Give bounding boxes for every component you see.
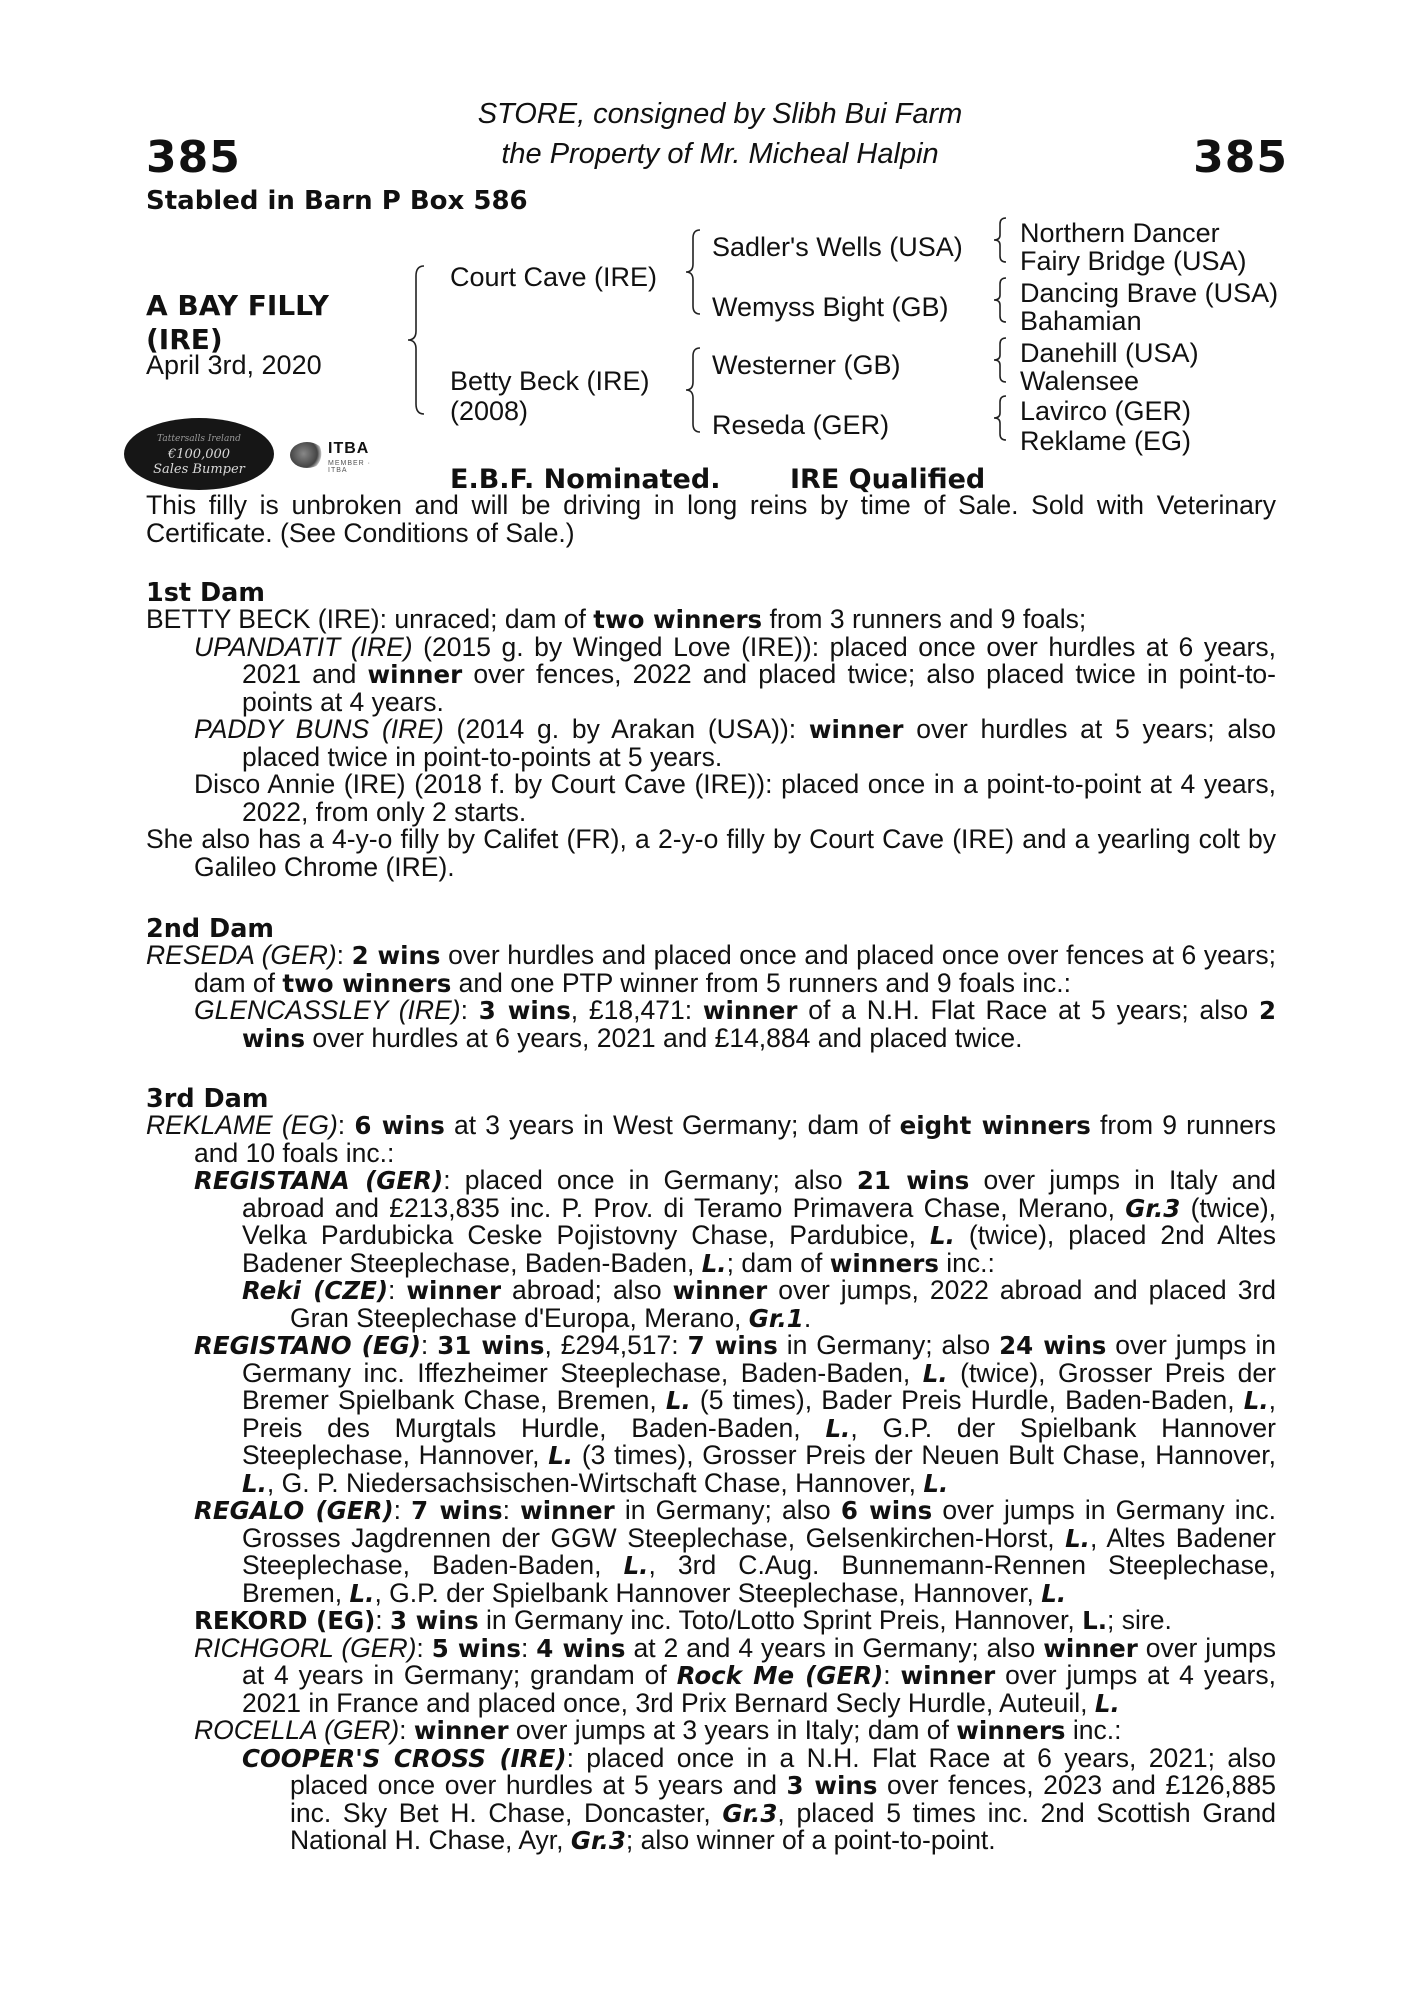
- pedigree-gen3-1: Northern Dancer: [1020, 218, 1220, 248]
- horse-description-line1: A BAY FILLY: [146, 289, 329, 322]
- entry-emphasis: two winners: [282, 968, 452, 998]
- entry-emphasis: L.: [1041, 1578, 1067, 1608]
- entry-text: .: [803, 1302, 812, 1333]
- itba-logo: [290, 440, 390, 474]
- sales-bumper-badge: [124, 418, 274, 490]
- entry-text: : placed once in Germany; also: [443, 1165, 857, 1195]
- entry-emphasis: 21 wins: [856, 1166, 970, 1195]
- entry-text: over jumps, 2022 abroad and placed 3rd Gran Steeplechase d'Europa, Merano,: [290, 1275, 1276, 1333]
- pedigree-entry: [194, 1632, 1276, 1718]
- entry-emphasis: REKORD (EG): [194, 1606, 376, 1635]
- entry-text: ; also winner of a point-to-point.: [625, 1825, 996, 1855]
- entry-text: and one PTP winner from 5 runners and 9 foals inc.:: [451, 967, 1071, 998]
- sales-bumper-amount: €100,000: [167, 446, 231, 462]
- entry-emphasis: winner: [367, 660, 463, 689]
- entry-text: :: [420, 1330, 438, 1360]
- entry-emphasis: REKLAME (EG): [146, 1110, 338, 1140]
- entry-emphasis: 6 wins: [840, 1496, 933, 1525]
- pedigree-bracket-gen3-2: [992, 278, 1008, 324]
- entry-text: over jumps at 4 years, 2021 in France and placed once, 3rd Prix Bernard Secly Hurdle, Auteuil,: [242, 1660, 1276, 1718]
- entry-text: in Germany; also: [614, 1495, 841, 1525]
- pedigree-entry: [194, 1497, 1276, 1607]
- entry-text: (2014 g. by Arakan (USA)):: [443, 714, 809, 744]
- section-title-3rd-dam: 3rd Dam: [146, 1084, 269, 1114]
- pedigree-entry: [146, 606, 1276, 634]
- entry-text: over hurdles at 5 years; also placed twice in point-to-points at 5 years.: [242, 714, 1277, 772]
- section-body-1st-dam: [146, 606, 1276, 881]
- pedigree-dam-year: (2008): [450, 396, 529, 426]
- entry-text: , £294,517:: [544, 1330, 688, 1360]
- pedigree-bracket-gen1: [408, 266, 428, 416]
- entry-emphasis: winners: [956, 1716, 1066, 1745]
- entry-emphasis: Rock Me (GER): [676, 1661, 884, 1690]
- entry-emphasis: REGALO (GER): [194, 1496, 394, 1525]
- entry-text: over jumps at 4 years in Germany; grandam of: [242, 1632, 1276, 1690]
- entry-text: over jumps in Italy and abroad and £213,835 inc. P. Prov. di Teramo Primavera Chase, Merano,: [242, 1165, 1276, 1223]
- entry-emphasis: L.: [1065, 1523, 1090, 1553]
- entry-text: (twice), placed 2nd Altes Badener Steeplechase, Baden-Baden,: [242, 1220, 1277, 1278]
- pedigree-entry: [194, 1717, 1276, 1745]
- entry-emphasis: RICHGORL (GER): [194, 1632, 417, 1663]
- foaling-date: April 3rd, 2020: [146, 350, 322, 380]
- pedigree-dam-sire: Westerner (GB): [712, 350, 901, 380]
- pedigree-entry: [194, 997, 1276, 1052]
- entry-text: :: [336, 940, 352, 970]
- section-title-2nd-dam: 2nd Dam: [146, 914, 274, 944]
- entry-text: :: [416, 1632, 432, 1663]
- entry-emphasis: L.: [1082, 1606, 1108, 1635]
- entry-emphasis: winner: [900, 1661, 996, 1690]
- entry-text: , Preis des Murgtals Hurdle, Baden-Baden,: [242, 1385, 1276, 1443]
- entry-text: ; sire.: [1107, 1605, 1172, 1635]
- ire-qualified: IRE Qualified: [790, 464, 986, 495]
- entry-text: in Germany inc. Toto/Lotto Sprint Preis, Hannover,: [478, 1605, 1083, 1635]
- entry-text: , G.P. der Spielbank Hannover Steeplechase, Hannover,: [242, 1412, 1276, 1470]
- lot-number-left: 385: [146, 132, 241, 183]
- entry-text: inc.:: [1065, 1715, 1122, 1745]
- pedigree-entry: [194, 631, 1276, 717]
- entry-emphasis: RESEDA (GER): [146, 940, 337, 970]
- entry-text: ; dam of: [726, 1247, 830, 1278]
- entry-text: :: [375, 1605, 391, 1635]
- itba-logo-text: ITBA: [328, 440, 370, 457]
- entry-text: (twice), Grosser Preis der Bremer Spielbank Chase, Bremen,: [242, 1357, 1276, 1415]
- entry-emphasis: L.: [701, 1248, 727, 1278]
- entry-text: Disco Annie (IRE) (2018 f. by Court Cave (IRE)): placed once in a point-to-point at 4 years, 2022, from only 2 starts.: [194, 769, 1276, 827]
- pedigree-entry: [194, 771, 1276, 826]
- entry-emphasis: Gr.3: [1125, 1193, 1181, 1223]
- entry-text: :: [399, 1715, 414, 1745]
- pedigree-sire: Court Cave (IRE): [450, 262, 658, 292]
- entry-emphasis: PADDY BUNS (IRE): [194, 714, 444, 744]
- entry-emphasis: 7 wins: [687, 1331, 778, 1360]
- pedigree-bracket-dam: [684, 348, 704, 434]
- entry-text: abroad; also: [501, 1275, 673, 1305]
- itba-logo-subtext: MEMBER · ITBA: [328, 460, 371, 474]
- entry-emphasis: Gr.1: [748, 1303, 804, 1333]
- pedigree-entry: [146, 826, 1276, 881]
- entry-text: :: [502, 1495, 521, 1525]
- entry-emphasis: L.: [922, 1358, 948, 1388]
- entry-text: :: [337, 1110, 355, 1140]
- entry-emphasis: L.: [923, 1468, 949, 1498]
- entry-text: , Altes Badener Steeplechase, Baden-Baden,: [242, 1522, 1276, 1580]
- pedigree-entry: [242, 1742, 1277, 1855]
- entry-text: (5 times), Bader Preis Hurdle, Baden-Baden,: [690, 1385, 1244, 1415]
- entry-emphasis: 4 wins: [536, 1633, 626, 1663]
- entry-emphasis: GLENCASSLEY (IRE): [194, 995, 461, 1025]
- pedigree-gen3-6: Walensee: [1020, 366, 1140, 396]
- itba-emblem-icon: [290, 442, 324, 468]
- entry-emphasis: winner: [1043, 1633, 1138, 1663]
- entry-emphasis: 7 wins: [411, 1496, 503, 1525]
- entry-text: :: [393, 1495, 412, 1525]
- entry-text: over jumps at 3 years in Italy; dam of: [508, 1715, 957, 1745]
- entry-text: : placed once in a N.H. Flat Race at 6 years, 2021; also placed once over hurdles at 5 years and: [290, 1742, 1276, 1800]
- entry-emphasis: 5 wins: [431, 1633, 521, 1663]
- pedigree-gen3-8: Reklame (EG): [1020, 426, 1192, 456]
- pedigree-sire-sire: Sadler's Wells (USA): [712, 232, 963, 262]
- section-title-1st-dam: 1st Dam: [146, 578, 265, 608]
- entry-text: over jumps in Germany inc. Grosses Jagdrennen der GGW Steeplechase, Gelsenkirchen-Horst,: [242, 1495, 1276, 1553]
- entry-text: (3 times), Grosser Preis der Neuen Bult Chase, Hannover,: [573, 1440, 1277, 1470]
- entry-text: over hurdles at 6 years, 2021 and £14,884 and placed twice.: [305, 1022, 1023, 1053]
- pedigree-gen3-2: Fairy Bridge (USA): [1020, 246, 1247, 276]
- pedigree-gen3-7: Lavirco (GER): [1020, 396, 1192, 426]
- pedigree-dam-dam: Reseda (GER): [712, 410, 890, 440]
- stabled-location: Stabled in Barn P Box 586: [146, 186, 528, 216]
- entry-emphasis: UPANDATIT (IRE): [194, 631, 413, 662]
- horse-description: [146, 289, 329, 357]
- entry-emphasis: L.: [242, 1468, 267, 1498]
- entry-emphasis: winner: [413, 1716, 509, 1745]
- sale-note: This filly is unbroken and will be driving in long reins by time of Sale. Sold with Veterinary Certificate. (See Conditions of Sale.): [146, 490, 1276, 548]
- entry-text: , G.P. der Spielbank Hannover Steeplechase, Hannover,: [374, 1577, 1042, 1608]
- entry-emphasis: L.: [1094, 1688, 1120, 1718]
- entry-text: over jumps in Germany inc. Iffezheimer Steeplechase, Baden-Baden,: [242, 1330, 1276, 1388]
- entry-emphasis: two winners: [593, 605, 763, 634]
- pedigree-gen3-4: Bahamian: [1020, 306, 1142, 336]
- entry-text: (2015 g. by Winged Love (IRE)): placed once over hurdles at 6 years, 2021 and: [242, 631, 1276, 689]
- entry-text: BETTY BECK (IRE): unraced; dam of: [146, 604, 594, 634]
- entry-emphasis: COOPER'S CROSS (IRE): [242, 1743, 567, 1773]
- sales-bumper-label: Sales Bumper: [153, 461, 245, 477]
- pedigree-entry: [194, 716, 1276, 771]
- entry-emphasis: winner: [672, 1276, 768, 1305]
- entry-text: over hurdles and placed once and placed once over fences at 6 years; dam of: [194, 940, 1276, 998]
- entry-emphasis: 3 wins: [786, 1771, 878, 1800]
- pedigree-gen3-5: Danehill (USA): [1020, 338, 1199, 368]
- entry-emphasis: 3 wins: [478, 996, 571, 1025]
- pedigree-dam: Betty Beck (IRE): [450, 366, 650, 396]
- pedigree-entry: [146, 1112, 1276, 1167]
- entry-text: She also has a 4-y-o filly by Califet (FR), a 2-y-o filly by Court Cave (IRE) and a yearling colt by Galileo Chrome (IRE).: [146, 824, 1276, 882]
- pedigree-sire-dam: Wemyss Bight (GB): [712, 292, 949, 322]
- consignor-line: STORE, consigned by Slibh Bui Farm: [477, 98, 963, 130]
- entry-text: from 3 runners and 9 foals;: [762, 604, 1087, 634]
- entry-emphasis: L.: [929, 1221, 955, 1250]
- section-body-2nd-dam: [146, 942, 1276, 1052]
- entry-text: (twice), Velka Pardubicka Ceske Pojistovny Chase, Pardubice,: [242, 1192, 1277, 1250]
- lot-number-right: 385: [1193, 132, 1288, 183]
- pedigree-bracket-gen3-4: [992, 396, 1008, 442]
- pedigree-entry: [194, 1607, 1276, 1635]
- entry-emphasis: L.: [623, 1551, 649, 1580]
- entry-emphasis: ROCELLA (GER): [194, 1715, 400, 1745]
- entry-emphasis: Reki (CZE): [242, 1276, 389, 1305]
- pedigree-bracket-sire: [684, 230, 704, 316]
- entry-emphasis: winner: [702, 996, 798, 1025]
- entry-emphasis: 31 wins: [437, 1331, 545, 1360]
- entry-emphasis: 2 wins: [242, 996, 1276, 1053]
- pedigree-entry: [194, 1332, 1276, 1497]
- entry-emphasis: Gr.3: [722, 1798, 778, 1828]
- entry-text: in Germany; also: [777, 1330, 1000, 1360]
- entry-emphasis: L.: [349, 1578, 375, 1608]
- entry-text: :: [460, 995, 479, 1025]
- entry-emphasis: 3 wins: [390, 1606, 479, 1635]
- entry-text: inc.:: [938, 1247, 995, 1278]
- entry-text: :: [388, 1275, 407, 1305]
- entry-emphasis: winner: [406, 1276, 502, 1305]
- entry-emphasis: 24 wins: [999, 1331, 1107, 1360]
- entry-text: over fences, 2022 and placed twice; also placed twice in point-to-points at 4 years.: [242, 659, 1276, 717]
- entry-text: , placed 5 times inc. 2nd Scottish Grand National H. Chase, Ayr,: [290, 1797, 1276, 1855]
- pedigree-bracket-gen3-1: [992, 218, 1008, 264]
- entry-emphasis: L.: [1243, 1386, 1269, 1415]
- entry-text: , G. P. Niedersachsischen-Wirtschaft Chase, Hannover,: [266, 1467, 924, 1498]
- entry-emphasis: 2 wins: [351, 941, 441, 970]
- entry-emphasis: winner: [520, 1496, 615, 1525]
- entry-text: :: [883, 1660, 901, 1690]
- entry-text: , 3rd C.Aug. Bunnemann-Rennen Steeplechase, Bremen,: [242, 1550, 1276, 1608]
- entry-emphasis: L.: [825, 1413, 851, 1443]
- entry-emphasis: L.: [665, 1386, 691, 1415]
- entry-emphasis: REGISTANO (EG): [194, 1331, 421, 1360]
- ebf-nominated: E.B.F. Nominated.: [450, 464, 721, 495]
- sales-bumper-tiny: Tattersalls Ireland: [157, 433, 241, 444]
- entry-emphasis: REGISTANA (GER): [194, 1166, 444, 1195]
- entry-emphasis: winner: [808, 715, 904, 744]
- entry-text: at 2 and 4 years in Germany; also: [625, 1632, 1044, 1663]
- pedigree-entry: [146, 942, 1276, 997]
- pedigree-entry: [242, 1277, 1276, 1332]
- entry-emphasis: L.: [548, 1441, 574, 1470]
- pedigree-entry: [194, 1167, 1276, 1277]
- entry-text: at 3 years in West Germany; dam of: [444, 1110, 900, 1140]
- entry-text: :: [520, 1632, 537, 1663]
- pedigree-gen3-3: Dancing Brave (USA): [1020, 278, 1279, 308]
- entry-emphasis: 6 wins: [354, 1111, 445, 1140]
- entry-text: , £18,471:: [570, 995, 703, 1025]
- entry-emphasis: winners: [829, 1248, 939, 1278]
- property-line: the Property of Mr. Micheal Halpin: [501, 138, 939, 170]
- horse-description-line2: (IRE): [146, 323, 223, 356]
- entry-emphasis: eight winners: [899, 1111, 1091, 1140]
- pedigree-bracket-gen3-3: [992, 338, 1008, 384]
- entry-text: of a N.H. Flat Race at 5 years; also: [797, 995, 1259, 1025]
- section-body-3rd-dam: [146, 1112, 1276, 1855]
- entry-emphasis: Gr.3: [570, 1826, 626, 1855]
- entry-text: from 9 runners and 10 foals inc.:: [194, 1110, 1277, 1168]
- entry-text: over fences, 2023 and £126,885 inc. Sky Bet H. Chase, Doncaster,: [290, 1770, 1277, 1828]
